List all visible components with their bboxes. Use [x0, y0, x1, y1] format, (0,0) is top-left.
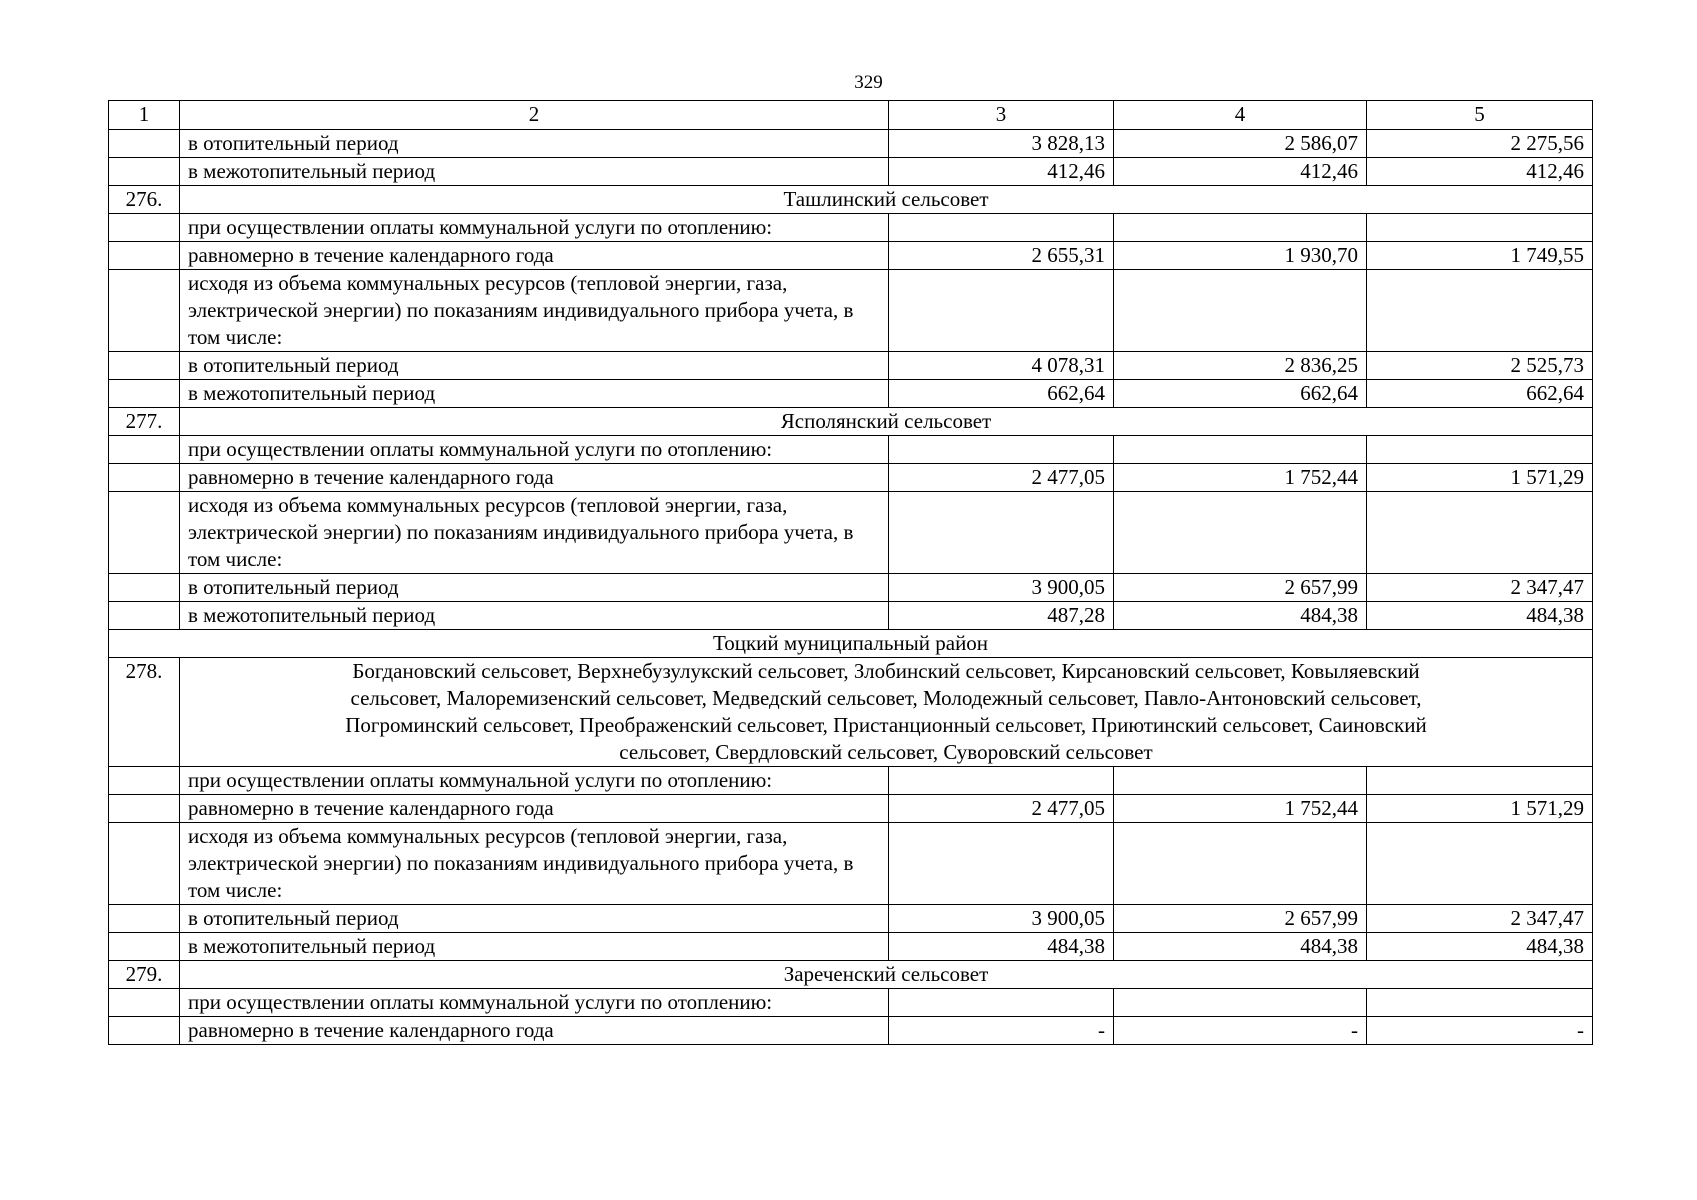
row-number — [109, 464, 180, 492]
value-col-5 — [1367, 214, 1593, 242]
tariff-table — [108, 100, 1593, 1045]
table-row — [109, 242, 1593, 270]
value-col-5 — [1367, 492, 1593, 574]
table-row — [109, 492, 1593, 574]
value-col-3: 412,46 — [889, 158, 1114, 186]
row-description: в межотопительный период — [180, 158, 889, 186]
section-row — [109, 961, 1593, 989]
row-description: в отопительный период — [180, 574, 889, 602]
section-number: 276. — [109, 186, 180, 214]
row-description: в межотопительный период — [180, 933, 889, 961]
row-number — [109, 905, 180, 933]
value-col-5: 412,46 — [1367, 158, 1593, 186]
row-number — [109, 436, 180, 464]
value-col-5: 484,38 — [1367, 933, 1593, 961]
value-col-5 — [1367, 989, 1593, 1017]
row-number — [109, 989, 180, 1017]
value-col-3: 2 477,05 — [889, 795, 1114, 823]
header-col-1: 1 — [109, 101, 180, 130]
table-row — [109, 380, 1593, 408]
row-description: при осуществлении оплаты коммунальной услуги по отоплению: — [180, 436, 889, 464]
value-col-3: 2 655,31 — [889, 242, 1114, 270]
table-row — [109, 270, 1593, 352]
value-col-3 — [889, 823, 1114, 905]
row-number — [109, 1017, 180, 1045]
row-description: в межотопительный период — [180, 380, 889, 408]
table-row — [109, 1017, 1593, 1045]
value-col-4: 1 752,44 — [1114, 464, 1367, 492]
value-col-4: 484,38 — [1114, 933, 1367, 961]
value-col-4: 1 930,70 — [1114, 242, 1367, 270]
section-number: 277. — [109, 408, 180, 436]
row-description: в межотопительный период — [180, 602, 889, 630]
value-col-5: 2 275,56 — [1367, 130, 1593, 158]
value-col-5 — [1367, 767, 1593, 795]
value-col-4: 2 586,07 — [1114, 130, 1367, 158]
row-number — [109, 270, 180, 352]
value-col-3 — [889, 214, 1114, 242]
header-col-3: 3 — [889, 101, 1114, 130]
row-description: равномерно в течение календарного года — [180, 1017, 889, 1045]
row-number — [109, 767, 180, 795]
table-row — [109, 130, 1593, 158]
value-col-5: 662,64 — [1367, 380, 1593, 408]
section-number: 278. — [109, 658, 180, 767]
value-col-3 — [889, 492, 1114, 574]
value-col-4: 2 836,25 — [1114, 352, 1367, 380]
value-col-4 — [1114, 214, 1367, 242]
value-col-5: 1 749,55 — [1367, 242, 1593, 270]
row-number — [109, 602, 180, 630]
value-col-4: 2 657,99 — [1114, 905, 1367, 933]
section-title: Ташлинский сельсовет — [180, 186, 1593, 214]
value-col-3: 3 900,05 — [889, 574, 1114, 602]
header-col-2: 2 — [180, 101, 889, 130]
row-number — [109, 352, 180, 380]
table-row — [109, 464, 1593, 492]
header-col-4: 4 — [1114, 101, 1367, 130]
value-col-5 — [1367, 270, 1593, 352]
table-row — [109, 574, 1593, 602]
table-row — [109, 767, 1593, 795]
row-number — [109, 380, 180, 408]
value-col-4 — [1114, 823, 1367, 905]
value-col-5 — [1367, 436, 1593, 464]
value-col-3: - — [889, 1017, 1114, 1045]
value-col-3: 4 078,31 — [889, 352, 1114, 380]
value-col-4: 662,64 — [1114, 380, 1367, 408]
table-row — [109, 989, 1593, 1017]
value-col-3: 3 828,13 — [889, 130, 1114, 158]
section-title: Зареченский сельсовет — [180, 961, 1593, 989]
section-title: Богдановский сельсовет, Верхнебузулукский сельсовет, Злобинский сельсовет, Кирсановский сельсовет, Ковыляевский сельсовет, Малоремизенский сельсовет, Медведский сельсовет, Молодежный сельсовет, Павло-Антоновский сельсовет, Погроминский сельсовет, Преображенский сельсовет, Пристанционный сельсовет, Приютинский сельсовет, Саиновский сельсовет, Свердловский сельсовет, Суворовский сельсовет — [180, 658, 1593, 767]
row-number — [109, 574, 180, 602]
value-col-3 — [889, 436, 1114, 464]
row-description: при осуществлении оплаты коммунальной услуги по отоплению: — [180, 214, 889, 242]
section-title: Ясполянский сельсовет — [180, 408, 1593, 436]
row-number — [109, 795, 180, 823]
table-row — [109, 602, 1593, 630]
value-col-4 — [1114, 492, 1367, 574]
table-row — [109, 795, 1593, 823]
value-col-5: 1 571,29 — [1367, 464, 1593, 492]
table-row — [109, 352, 1593, 380]
district-title: Тоцкий муниципальный район — [109, 630, 1593, 658]
value-col-3: 484,38 — [889, 933, 1114, 961]
value-col-5: 2 347,47 — [1367, 905, 1593, 933]
value-col-3: 487,28 — [889, 602, 1114, 630]
row-description: исходя из объема коммунальных ресурсов (тепловой энергии, газа, электрической энергии) по показаниям индивидуального прибора учета, в том числе: — [180, 270, 889, 352]
value-col-5: 484,38 — [1367, 602, 1593, 630]
table-row — [109, 933, 1593, 961]
row-description: исходя из объема коммунальных ресурсов (тепловой энергии, газа, электрической энергии) по показаниям индивидуального прибора учета, в том числе: — [180, 492, 889, 574]
table-row — [109, 158, 1593, 186]
table-row — [109, 823, 1593, 905]
value-col-4: 2 657,99 — [1114, 574, 1367, 602]
table-body — [109, 130, 1593, 1045]
row-description: исходя из объема коммунальных ресурсов (тепловой энергии, газа, электрической энергии) по показаниям индивидуального прибора учета, в том числе: — [180, 823, 889, 905]
value-col-4: 412,46 — [1114, 158, 1367, 186]
value-col-3 — [889, 989, 1114, 1017]
row-description: равномерно в течение календарного года — [180, 464, 889, 492]
section-number: 279. — [109, 961, 180, 989]
header-col-5: 5 — [1367, 101, 1593, 130]
row-number — [109, 823, 180, 905]
value-col-3: 2 477,05 — [889, 464, 1114, 492]
value-col-4: - — [1114, 1017, 1367, 1045]
value-col-4 — [1114, 767, 1367, 795]
section-row — [109, 186, 1593, 214]
table-row — [109, 905, 1593, 933]
header-row — [109, 101, 1593, 130]
value-col-4: 1 752,44 — [1114, 795, 1367, 823]
row-description: в отопительный период — [180, 130, 889, 158]
value-col-4 — [1114, 436, 1367, 464]
district-row — [109, 630, 1593, 658]
value-col-4: 484,38 — [1114, 602, 1367, 630]
section-row — [109, 658, 1593, 767]
page-number: 329 — [854, 72, 883, 93]
value-col-4 — [1114, 989, 1367, 1017]
table-row — [109, 436, 1593, 464]
value-col-3 — [889, 270, 1114, 352]
value-col-3: 3 900,05 — [889, 905, 1114, 933]
value-col-3: 662,64 — [889, 380, 1114, 408]
row-description: равномерно в течение календарного года — [180, 795, 889, 823]
value-col-5: 2 347,47 — [1367, 574, 1593, 602]
row-number — [109, 130, 180, 158]
value-col-4 — [1114, 270, 1367, 352]
row-description: в отопительный период — [180, 905, 889, 933]
row-description: равномерно в течение календарного года — [180, 242, 889, 270]
value-col-5: 2 525,73 — [1367, 352, 1593, 380]
table-row — [109, 214, 1593, 242]
row-number — [109, 158, 180, 186]
row-description: при осуществлении оплаты коммунальной услуги по отоплению: — [180, 767, 889, 795]
row-description: в отопительный период — [180, 352, 889, 380]
row-number — [109, 933, 180, 961]
row-number — [109, 214, 180, 242]
value-col-5: - — [1367, 1017, 1593, 1045]
section-row — [109, 408, 1593, 436]
value-col-5: 1 571,29 — [1367, 795, 1593, 823]
row-number — [109, 492, 180, 574]
value-col-3 — [889, 767, 1114, 795]
row-number — [109, 242, 180, 270]
row-description: при осуществлении оплаты коммунальной услуги по отоплению: — [180, 989, 889, 1017]
value-col-5 — [1367, 823, 1593, 905]
